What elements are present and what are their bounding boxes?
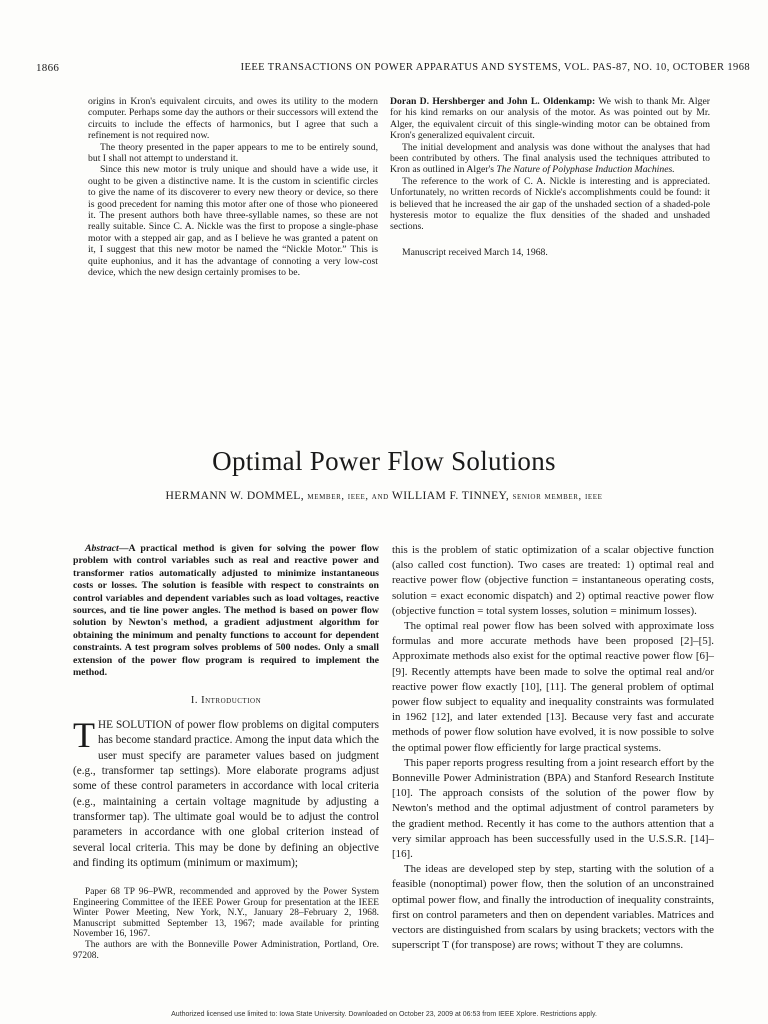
- body-paragraph: The ideas are developed step by step, starting with the solution of a feasible (nonoptimal) power flow, then the solution of an unconstrained optimal power flow, and finally the introduction of inequality constraints, first on control parameters and then on dependent variables. Matrices and vectors are distinguished from scalars by using brackets; vectors with the superscript T (for transpose) are rows; without T they are columns.: [392, 863, 714, 952]
- author-name: WILLIAM F. TINNEY,: [391, 489, 510, 502]
- abstract-label: Abstract: [85, 543, 119, 554]
- closure-paragraph: [390, 96, 710, 142]
- introduction-paragraph: [73, 715, 379, 871]
- abstract-text: —A practical method is given for solving the power flow problem with control variables such as real and reactive power and transformer ratios automatically adjusted to minimize instantaneous costs or losses. The solution is feasible with respect to constraints on control variables and dependent variables such as load voltages, reactive sources, and tie line power angles. The method is based on power flow solution by Newton's method, a gradient adjustment algorithm for obtaining the minimum and penalty functions to account for dependent constraints. A test program solves problems of 500 nodes. Only a small extension of the power flow program is required to implement the method.: [73, 543, 379, 679]
- manuscript-received: Manuscript received March 14, 1968.: [402, 246, 548, 258]
- body-paragraph: this is the problem of static optimization of a scalar objective function (also called cost function). Two cases are treated: 1) optimal real and reactive power flow (objective function = instantaneous operating costs, solution = exact economic dispatch) and 2) optimal reactive power flow (objective function = total system losses, solution = minimum losses).: [392, 544, 714, 617]
- closure-paragraph: [390, 142, 710, 176]
- closure-right-column: [390, 96, 710, 258]
- author-grade: member, ieee, and: [307, 491, 389, 502]
- author-name: HERMANN W. DOMMEL,: [165, 489, 305, 502]
- drop-cap: T: [73, 715, 95, 756]
- footnote-paragraph: The authors are with the Bonneville Power Administration, Portland, Ore. 97208.: [73, 939, 379, 961]
- footnote-paragraph: Paper 68 TP 96–PWR, recommended and approved by the Power System Engineering Committee of the IEEE Power Group for presentation at the IEEE Winter Power Meeting, New York, N.Y., January 28–February 2, 1968. Manuscript submitted September 13, 1967; made available for printing November 16, 1967.: [73, 887, 379, 940]
- section-heading: I. Introduction: [190, 695, 262, 707]
- footnote: [73, 887, 379, 961]
- license-note: Authorized licensed use limited to: Iowa State University. Downloaded on October 23, 2009 at 06:53 from IEEE Xplore. Restrictions apply.: [171, 1011, 597, 1018]
- abstract: [73, 543, 379, 679]
- running-header: [36, 62, 750, 76]
- book-title: The Nature of Polyphase Induction Machines.: [496, 164, 675, 176]
- paper-authors: [0, 489, 768, 502]
- closure-text: We wish to thank Mr. Alger for his kind remarks on our analysis of the motor. As was pointed out by Mr. Alger, the equivalent circuit of this single-winding motor can be obtained from Kron's generalized equivalent circuit.: [390, 96, 710, 142]
- body-paragraph: The optimal real power flow has been solved with approximate loss formulas and more accurate methods have been proposed [2]–[5]. Approximate methods also exist for the optimal reactive power flow [6]–[9]. Recently attempts have been made to solve the optimal real and/or reactive power flow exactly [10], [11]. The general problem of optimal power flow subject to equality and inequality constraints was formulated in 1962 [12], and later extended [13]. Because very fast and accurate methods of power flow solution have evolved, it is now possible to solve the optimal power flow efficiently for large practical systems.: [392, 620, 714, 754]
- discussion-paragraph: The theory presented in the paper appears to me to be entirely sound, but I shall not attempt to understand it.: [88, 141, 378, 165]
- journal-citation: IEEE TRANSACTIONS ON POWER APPARATUS AND SYSTEMS, VOL. PAS-87, NO. 10, OCTOBER 1968: [240, 62, 750, 73]
- discussion-paragraph: origins in Kron's equivalent circuits, and owes its utility to the modern computer. Perhaps some day the authors or their successors will extend the circuits to include the effects of harmonics, but I agree that such a refinement is not required now.: [88, 96, 379, 142]
- closure-text: The initial development and analysis was done without the analyses that had been contributed by others. The final analysis used the techniques attributed to Kron as outlined in Alger's: [390, 141, 710, 176]
- closure-paragraph: The reference to the work of C. A. Nickle is interesting and is appreciated. Unfortunately, no written records of Nickle's accomplishments could be found: it is believed that he increased the air gap of the unshaded section of a shaded-pole hysteresis motor to equalize the flux densities of the shaded and unshaded sections.: [390, 175, 710, 233]
- discussion-paragraph: Since this new motor is truly unique and should have a wide use, it ought to be given a distinctive name. It is the custom in scientific circles to give the name of its discoverer to every new theory or device, so there is good precedent for naming this motor after one of those who pioneered it. The present authors both have three-syllable names, so these are not really suitable. Since C. A. Nickle was the first to propose a single-phase motor with a stepped air gap, and as I believe he was granted a patent on it, I suggest that this new motor be named the “Nickle Motor.” This is quite euphonius, and it has the advantage of connoting a very low-cost device, which the new design certainly promises to be.: [88, 164, 378, 279]
- paper-title: Optimal Power Flow Solutions: [212, 446, 556, 476]
- closure-authors: Doran D. Hershberger and John L. Oldenkamp:: [390, 96, 596, 107]
- discussion-left-column: [88, 96, 378, 279]
- page-number: 1866: [36, 62, 60, 74]
- body-paragraph: This paper reports progress resulting from a joint research effort by the Bonneville Power Administration (BPA) and Stanford Research Institute [10]. The approach consists of the solution of the power flow by Newton's method and the optimal adjustment of control parameters by the gradient method. Recently it has come to the authors attention that a very similar approach has been successfully used in the U.S.S.R. [14]–[16].: [392, 756, 714, 861]
- paper-left-column: [73, 543, 379, 871]
- paper-right-column: [392, 543, 714, 953]
- introduction-text: HE SOLUTION of power flow problems on digital computers has become standard practice. Among the input data which the user must specify are parameter values based on judgment (e.g., transformer tap settings). More elaborate programs adjust some of these control parameters in accordance with local criteria (e.g., maintaining a certain voltage magnitude by adjusting a transformer tap). The ultimate goal would be to adjust the control parameters in accordance with one global criterion instead of several local criteria. This may be done by defining an objective and finding its optimum (minimum or maximum);: [73, 719, 379, 869]
- author-grade: senior member, ieee: [512, 491, 603, 502]
